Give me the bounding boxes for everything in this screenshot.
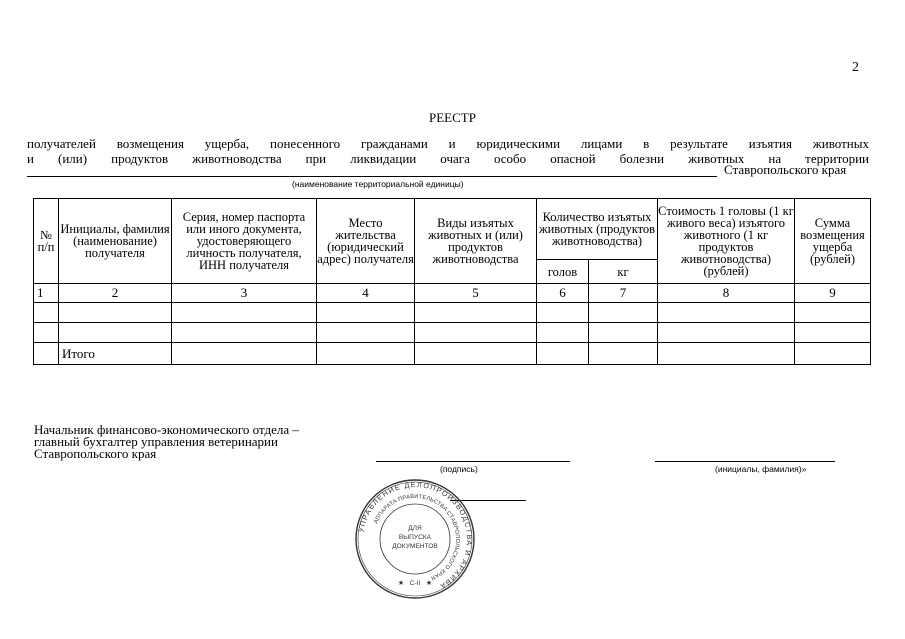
header-quantity: Количество изъятых животных (продуктов животноводства) <box>537 199 658 260</box>
table-cell <box>795 343 871 365</box>
table-cell <box>537 303 589 323</box>
territory-caption: (наименование территориальной единицы) <box>292 179 464 189</box>
stamp-outer-text: УПРАВЛЕНИЕ ДЕЛОПРОИЗВОДСТВА И АРХИВА <box>356 479 475 592</box>
table-cell <box>415 303 537 323</box>
stamp-center-line-2: ВЫПУСКА <box>398 534 432 541</box>
table-cell <box>317 323 415 343</box>
header-passport: Серия, номер паспорта или иного документа, удостоверяющего личность получателя, ИНН получателя <box>172 199 317 284</box>
registry-table <box>33 198 871 365</box>
table-row <box>34 303 871 323</box>
table-cell <box>658 343 795 365</box>
signatory-title-line-3: Ставропольского края <box>34 446 157 461</box>
column-number: 4 <box>317 284 415 303</box>
table-cell <box>658 323 795 343</box>
table-cell <box>34 343 59 365</box>
stamp-inner-text: АППАРАТА ПРАВИТЕЛЬСТВА СТАВРОПОЛЬСКОГО КРАЯ <box>373 493 461 581</box>
intro-line-1: получателей возмещения ущерба, понесенного гражданами и юридическими лицами в результате изъятия животных <box>27 136 869 151</box>
stamp-star-icon: ★ <box>425 579 433 587</box>
table-cell <box>317 303 415 323</box>
signature-caption: (подпись) <box>440 464 478 474</box>
stamp-center-line-1: ДЛЯ <box>408 525 422 532</box>
table-cell <box>34 303 59 323</box>
table-cell <box>415 323 537 343</box>
column-number-row <box>34 284 871 303</box>
column-number: 8 <box>658 284 795 303</box>
signatory-title-line-2: главный бухгалтер управления ветеринарии <box>34 434 278 449</box>
header-animal-types: Виды изъятых животных и (или) продуктов животноводства <box>415 199 537 284</box>
stamp-center-line-3: ДОКУМЕНТОВ <box>392 543 438 550</box>
table-cell <box>537 343 589 365</box>
table-row <box>34 323 871 343</box>
table-cell <box>34 323 59 343</box>
table-cell <box>172 343 317 365</box>
column-number: 2 <box>59 284 172 303</box>
total-label: Итого <box>59 343 172 365</box>
table-cell <box>658 303 795 323</box>
header-address: Место жительства (юридический адрес) получателя <box>317 199 415 284</box>
table-cell <box>59 323 172 343</box>
column-number: 9 <box>795 284 871 303</box>
stamp-code: С-II <box>409 580 421 587</box>
column-number: 5 <box>415 284 537 303</box>
signatory-title-line-1: Начальник финансово-экономического отдела – <box>34 422 299 437</box>
stamp-star-icon: ★ <box>397 579 405 587</box>
official-stamp <box>354 478 476 600</box>
territory-suffix: Ставропольского края <box>724 162 847 177</box>
table-cell <box>172 303 317 323</box>
territory-fill-line <box>27 176 717 177</box>
column-number: 7 <box>589 284 658 303</box>
table-cell <box>795 303 871 323</box>
header-unit-cost: Стоимость 1 головы (1 кг живого веса) изъятого животного (1 кг продуктов животноводства) (рублей) <box>658 199 795 284</box>
header-number: № п/п <box>34 199 59 284</box>
page-number: 2 <box>852 60 859 75</box>
header-recipient-name: Инициалы, фамилия (наименование) получателя <box>59 199 172 284</box>
table-cell <box>317 343 415 365</box>
table-cell <box>537 323 589 343</box>
intro-line-2: и (или) продуктов животноводства при ликвидации очага особо опасной болезни животных на территории <box>27 151 869 166</box>
table-cell <box>589 303 658 323</box>
table-cell <box>59 303 172 323</box>
table-cell <box>172 323 317 343</box>
column-number: 3 <box>172 284 317 303</box>
header-kg: кг <box>589 260 658 284</box>
table-cell <box>589 323 658 343</box>
table-cell <box>415 343 537 365</box>
table-cell <box>795 323 871 343</box>
header-heads: голов <box>537 260 589 284</box>
total-row <box>34 343 871 365</box>
column-number: 6 <box>537 284 589 303</box>
signature-line <box>376 461 570 462</box>
table-cell <box>589 343 658 365</box>
initials-line <box>655 461 835 462</box>
initials-caption: (инициалы, фамилия)» <box>715 464 807 474</box>
document-title: РЕЕСТР <box>429 110 476 125</box>
header-compensation-sum: Сумма возмещения ущерба (рублей) <box>795 199 871 284</box>
column-number: 1 <box>34 284 59 303</box>
